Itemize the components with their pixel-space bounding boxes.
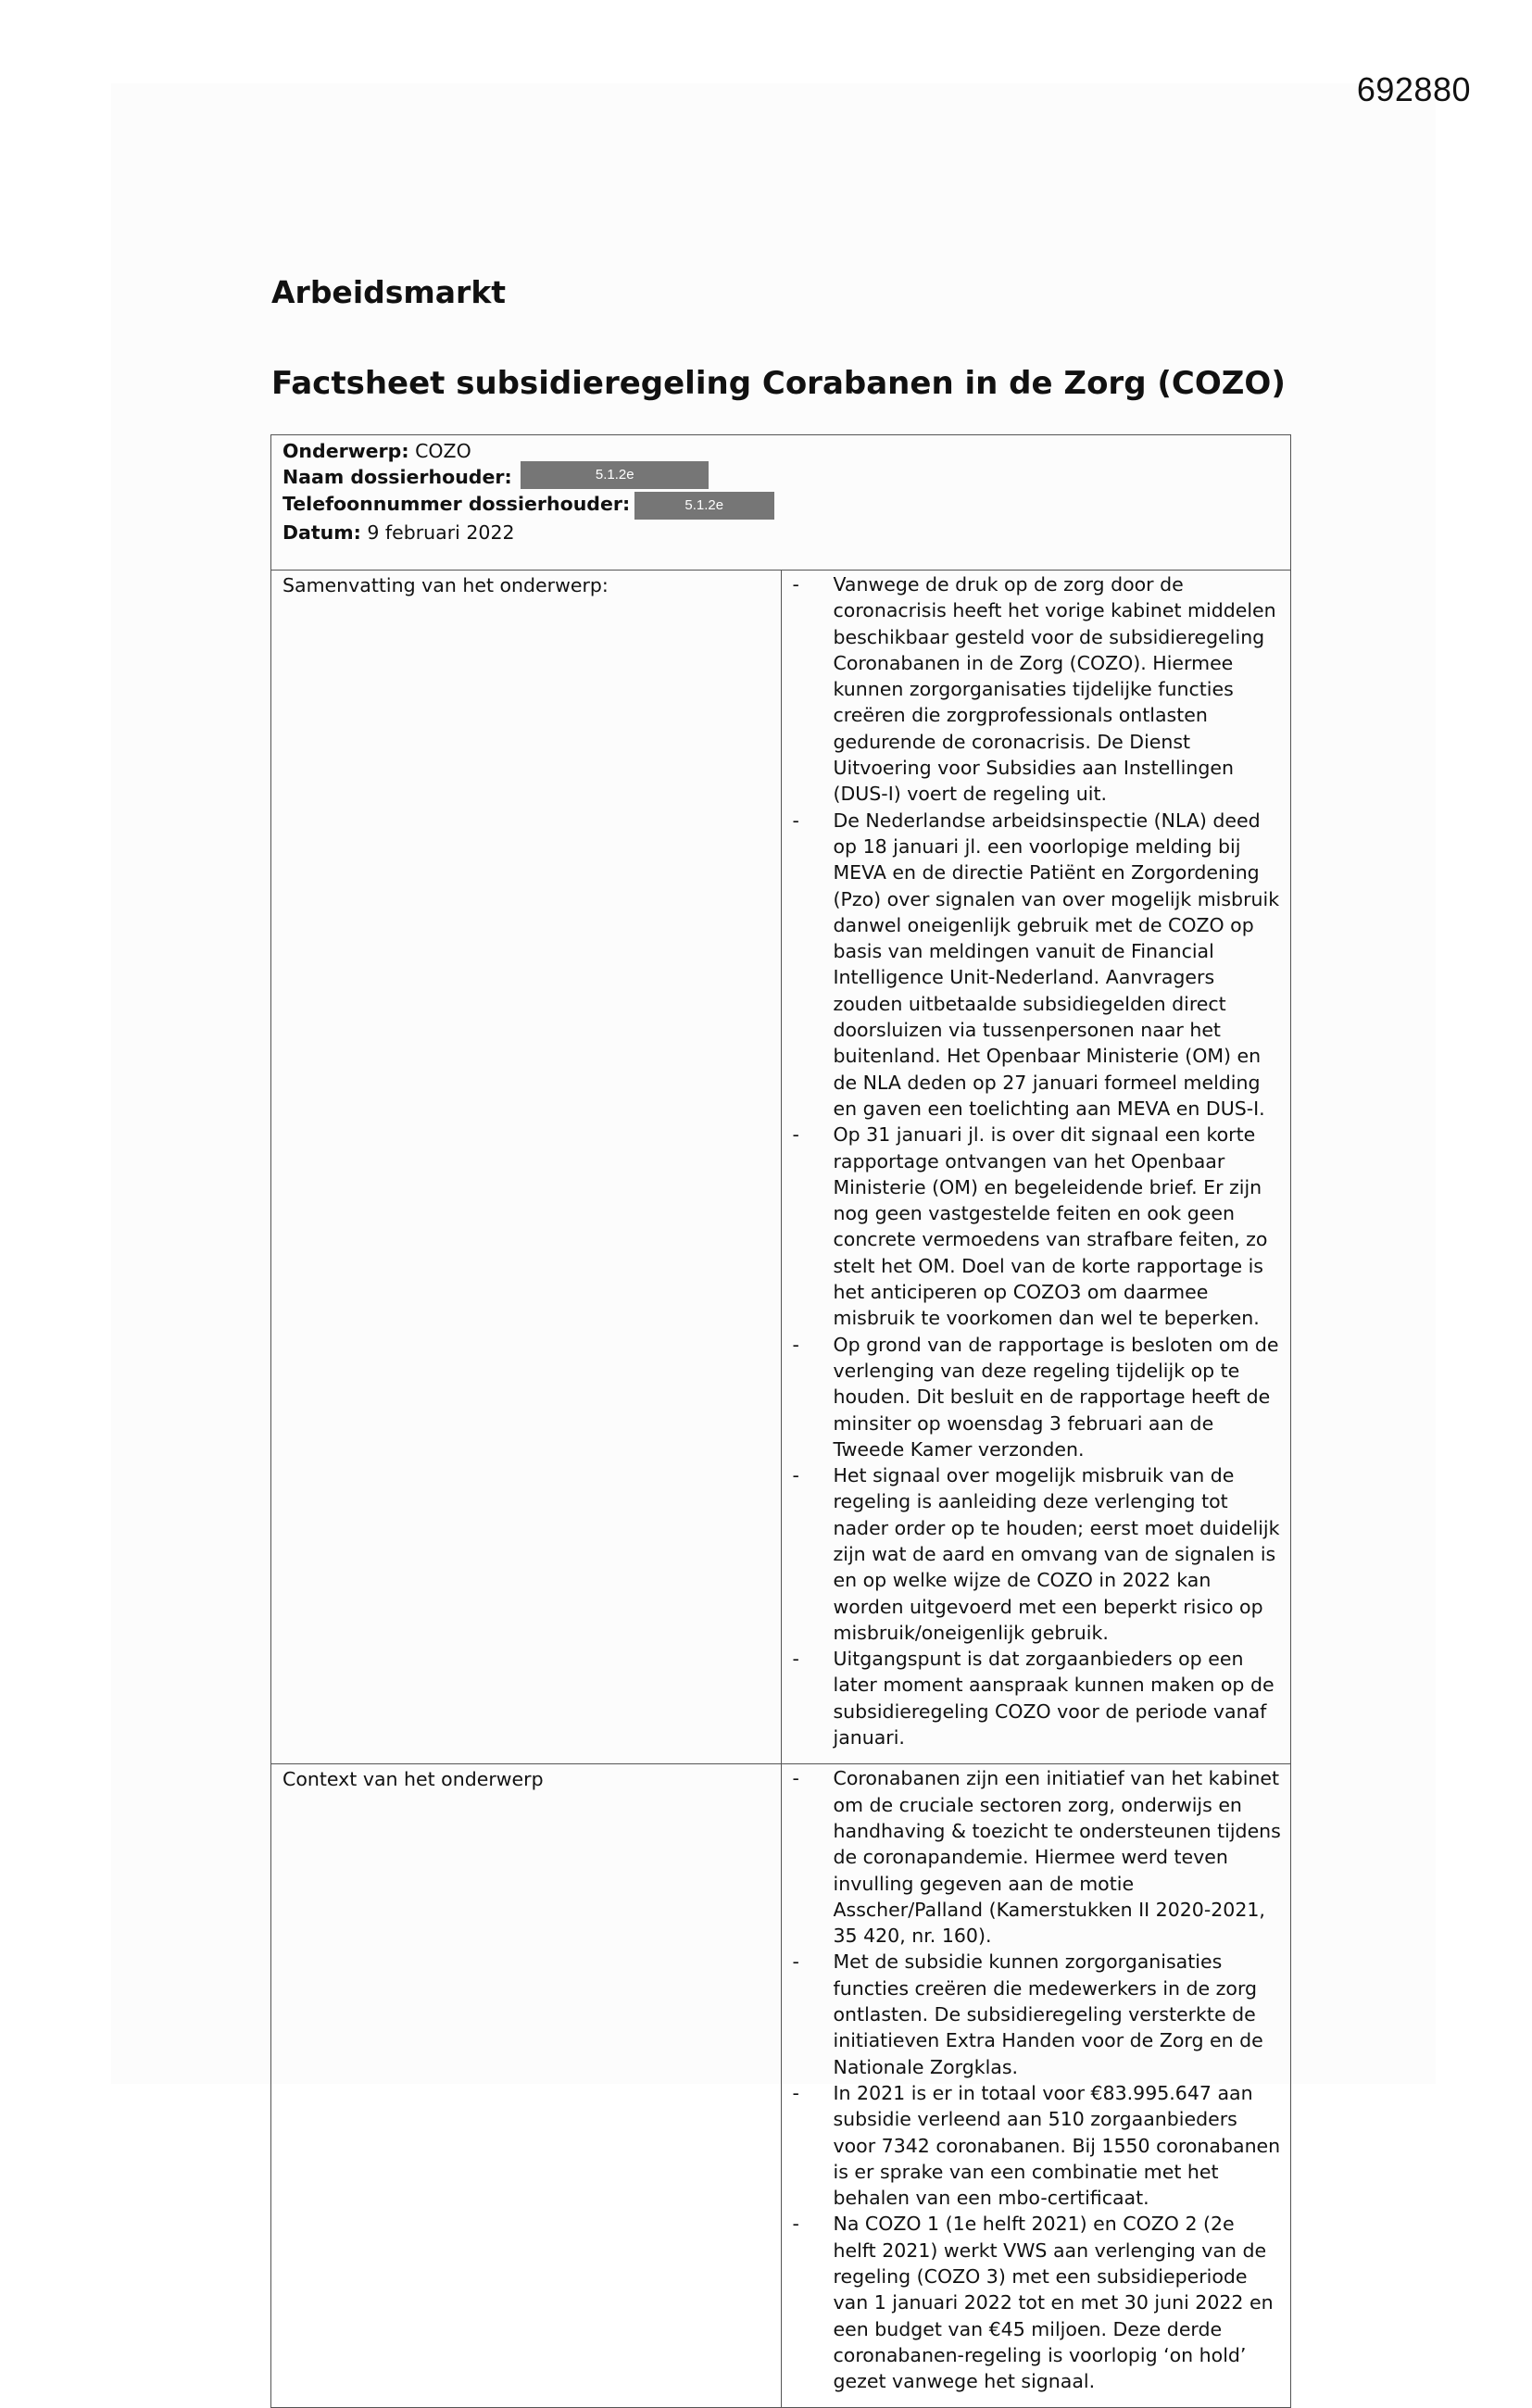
subject-label: Onderwerp: [283, 440, 409, 462]
factsheet-table [270, 434, 1291, 2408]
document-number: 692880 [1356, 70, 1471, 108]
list-item-text: Coronabanen zijn een initiatief van het kabinet om de cruciale sectoren zorg, onderwijs en handhaving & toezicht te ondersteunen tijdens de coronapandemie. Hiermee werd teven invulling gegeven aan de motie Asscher/Palland (Kamerstukken II 2020-2021, 35 420, nr. 160). [833, 1767, 1281, 1948]
date-value: 9 februari 2022 [367, 520, 515, 544]
list-item [793, 1122, 1282, 1331]
list-item [793, 1949, 1282, 2079]
dash-marker: - [792, 2213, 799, 2236]
list-item-text: In 2021 is er in totaal voor €83.995.647 aan subsidie verleend aan 510 zorgaanbieders voor 7342 coronabanen. Bij 1550 coronabanen is er sprake van een combinatie met het behalen van een mbo-certificaat. [833, 2081, 1281, 2210]
list-item-text: Uitgangspunt is dat zorgaanbieders op een later moment aanspraak kunnen maken op de subsidieregeling COZO voor de periode vanaf januari. [833, 1648, 1275, 1750]
list-item-text: Met de subsidie kunnen zorgorganisaties functies creëren die medewerkers in de zorg ontlasten. De subsidieregeling versterkte de initiatieven Extra Handen voor de Zorg en de Nationale Zorgklas. [833, 1950, 1263, 2078]
meta-cell [271, 435, 1291, 571]
context-row [271, 1764, 1291, 2408]
list-item-text: Op 31 januari jl. is over dit signaal een korte rapportage ontvangen van het Openbaar Ministerie (OM) en begeleidende brief. Er zijn nog geen vastgestelde feiten en ook geen concrete vermoedens van strafbare feiten, zo stelt het OM. Doel van de korte rapportage is het anticiperen op COZO3 om daarmee misbruik te voorkomen dan wel te beperken. [833, 1123, 1268, 1330]
dash-marker: - [792, 1767, 799, 1790]
list-item [793, 1332, 1282, 1462]
list-item-text: Het signaal over mogelijk misbruik van de regeling is aanleiding deze verlenging tot nader order op te houden; eerst moet duidelijk zijn wat de aard en omvang van de signalen is en op welke wijze de COZO in 2022 kan worden uitgevoerd met een beperkt risico op misbruik/oneigenlijk gebruik. [833, 1464, 1280, 1644]
phone-line [283, 491, 1279, 520]
dash-marker: - [792, 573, 799, 596]
meta-row [271, 435, 1291, 571]
dash-marker: - [792, 1648, 799, 1671]
summary-content [781, 571, 1291, 1764]
summary-list [793, 571, 1282, 1750]
context-label: Context van het onderwerp [271, 1764, 782, 2408]
dash-marker: - [792, 1333, 799, 1356]
list-item [793, 571, 1282, 808]
dash-marker: - [792, 1464, 799, 1487]
document-title: Factsheet subsidieregeling Corabanen in de Zorg (COZO) [271, 365, 1286, 402]
context-content [781, 1764, 1291, 2408]
subject-line [283, 438, 1279, 464]
list-item-text: Op grond van de rapportage is besloten om de verlenging van deze regeling tijdelijk op te houden. Dit besluit en de rapportage heeft de minsiter op woensdag 3 februari aan de Tweede Kamer verzonden. [833, 1333, 1279, 1461]
date-label: Datum: [283, 520, 361, 544]
list-item-text: Na COZO 1 (1e helft 2021) en COZO 2 (2e helft 2021) werkt VWS aan verlenging van de regeling (COZO 3) met een subsidieperiode van 1 januari 2022 tot en met 30 juni 2022 en een budget van €45 miljoen. Deze derde coronabanen-regeling is voorlopig ‘on hold’ gezet vanwege het signaal. [833, 2213, 1274, 2393]
holder-line [283, 464, 1279, 490]
summary-label: Samenvatting van het onderwerp: [271, 571, 782, 1764]
context-list [793, 1765, 1282, 2394]
subject-value: COZO [415, 440, 471, 462]
section-title: Arbeidsmarkt [271, 274, 507, 310]
list-item-text: De Nederlandse arbeidsinspectie (NLA) deed op 18 januari jl. een voorlopige melding bij MEVA en de directie Patiënt en Zorgordening (Pzo) over signalen van over mogelijk misbruik danwel oneigenlijk gebruik met de COZO op basis van meldingen vanuit de Financial Intelligence Unit-Nederland. Aanvragers zouden uitbetaalde subsidiegelden direct doorsluizen via tussenpersonen naar het buitenland. Het Openbaar Ministerie (OM) en de NLA deden op 27 januari formeel melding en gaven een toelichting aan MEVA en DUS-I. [833, 809, 1280, 1120]
list-item [793, 2211, 1282, 2394]
holder-label: Naam dossierhouder: [283, 466, 512, 489]
holder-redaction: 5.1.2e [521, 461, 709, 489]
list-item [793, 1646, 1282, 1750]
date-line [283, 520, 1279, 546]
dash-marker: - [792, 809, 799, 832]
dash-marker: - [792, 1950, 799, 1974]
summary-row [271, 571, 1291, 1764]
list-item [793, 2080, 1282, 2211]
list-item [793, 1765, 1282, 1949]
phone-redaction: 5.1.2e [634, 492, 774, 520]
dash-marker: - [792, 2081, 799, 2104]
list-item [793, 1462, 1282, 1646]
list-item-text: Vanwege de druk op de zorg door de coronacrisis heeft het vorige kabinet middelen beschikbaar gesteld voor de subsidieregeling Coronabanen in de Zorg (COZO). Hiermee kunnen zorgorganisaties tijdelijke functies creëren die zorgprofessionals ontlasten gedurende de coronacrisis. De Dienst Uitvoering voor Subsidies aan Instellingen (DUS-I) voert de regeling uit. [833, 573, 1276, 806]
phone-label: Telefoonnummer dossierhouder: [283, 492, 631, 515]
list-item [793, 808, 1282, 1122]
dash-marker: - [792, 1123, 799, 1147]
